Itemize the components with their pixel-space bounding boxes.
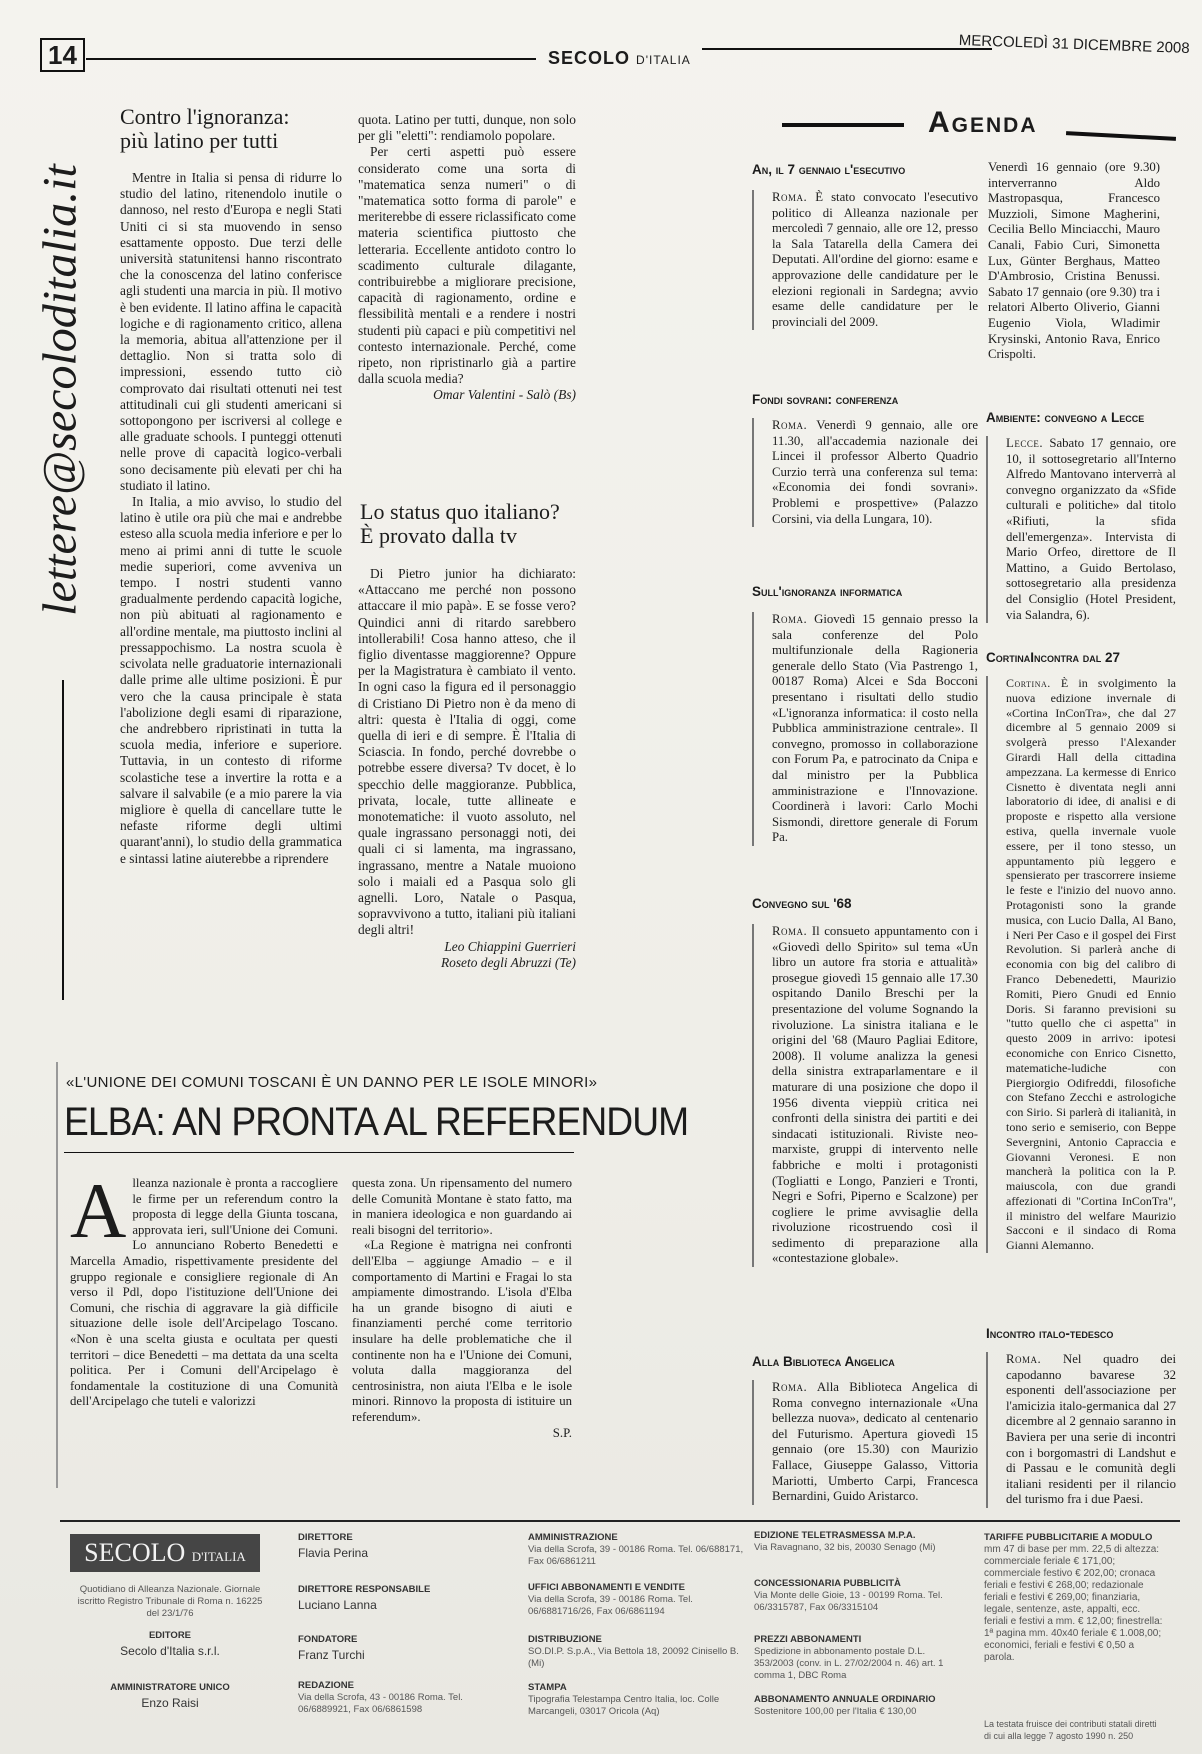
agenda-item-ignoranza bbox=[752, 612, 978, 846]
agenda-heading-68: Convegno sul '68 bbox=[752, 896, 852, 911]
footer-admin: Enzo Raisi bbox=[141, 1696, 199, 1710]
footer-director: Flavia Perina bbox=[298, 1546, 369, 1560]
footer-hq-label: REDAZIONE bbox=[298, 1680, 354, 1691]
letter1-paragraph: quota. Latino per tutti, dunque, non solo per gli "eletti": rendiamolo popolare. bbox=[358, 112, 576, 144]
agenda-text: Giovedì 15 gennaio presso la sala conferenze del Polo multifunzionale della Ragioneria generale dello Stato (Via Pastrengo 1, 00187 Roma) Alcei e Sda Bocconi presentano i risultati dello studio «L'ignoranza informatica: il costo nella Pubblica amministrazione centrale». Il convegno, promosso in collaborazione con Forum Pa, e patrocinato da Cnipa e dal ministro per la Pubblica amministrazione e l'Innovazione. Coordinerà i lavori: Carlo Mochi Sismondi, direttore generale di Forum Pa. bbox=[772, 612, 978, 845]
elba-headline: ELBA: AN PRONTA AL REFERENDUM bbox=[64, 1100, 689, 1144]
agenda-text: Sabato 17 gennaio, ore 10, il sottosegretario all'Interno Alfredo Mantovano interverrà al convegno organizzato da «Sfide culturali e politiche» dal titolo «Rifiuti, la sfida dell'emergenza». Intervista di Mario Orfeo, direttore de Il Mattino, a Guido Bertolaso, sottosegretario alla presidenza del Consiglio (Hotel President, via Salandra, 6). bbox=[1006, 436, 1176, 622]
letter1-paragraph: In Italia, a mio avviso, lo studio del latino è utile ora più che mai e andrebbe esteso alla scuola media inferiore e per lo meno ai primi anni di tutte le scuole medie superiori, come avveniva un tempo. I nostri studenti vanno gradualmente perdendo capacità logiche, non più abituati al ragionamento e all'ordine mentale, ma piuttosto inclini al pressappochismo. La nostra scuola è scivolata nelle graduatorie internazionali dalle prime alle ultime posizioni. È pur vero che la causa principale è stata l'abolizione degli esami di riparazione, che andrebbero ripristinati in tutta la scuola media, inferiore e superiore. Tuttavia, in un contesto di riforme scolastiche tese a invertire la rotta e a salvare il salvabile (e a mio parere la via migliore è quella di cancellare tutte le nefaste riforme degli ultimi quarant'anni), lo studio della grammatica e sintassi latine aiuterebbe a riprendere bbox=[120, 494, 342, 866]
footer-ads: Via della Scrofa, 39 - 00186 Roma. Tel. 06/6881716/26, Fax 06/6861194 bbox=[528, 1594, 693, 1617]
footer-founder: Franz Turchi bbox=[298, 1648, 365, 1662]
footer-conc: Via Monte delle Gioie, 13 - 00199 Roma. Tel. 06/3315787, Fax 06/3315104 bbox=[754, 1590, 943, 1613]
footer-price: Sostenitore 100,00 per l'Italia € 130,00 bbox=[754, 1706, 917, 1717]
masthead bbox=[548, 48, 691, 69]
footer-dist: SO.DI.P. S.p.A., Via Bettola 18, 20092 Cinisello B. (Mi) bbox=[528, 1646, 739, 1669]
footer-edit-label: EDIZIONE TELETRASMESSA M.P.A. bbox=[754, 1530, 916, 1541]
agenda-city: Roma. bbox=[772, 418, 808, 432]
elba-column1 bbox=[70, 1167, 338, 1410]
agenda-text: È in svolgimento la nuova edizione invernale di «Cortina InConTra», che dal 27 dicembre al 5 gennaio 2009 si svolgerà presso l'Alexander Girardi Hall della cittadina ampezzana. La kermesse di Enrico Cisnetto è diventata negli anni laboratorio di idee, di analisi e di proposte e rispetto alla versione estiva, quella invernale vuole essere, per il tono stesso, un appuntamento più leggero e spensierato per trascorrere insieme le feste e l'inizio del nuovo anno. Protagonisti sono la grande musica, con Lucio Dalla, Al Bano, i Neri Per Caso e il gospel dei First Revolution. Si parlerà anche di economia con big del calibro di Franco Debenedetti, Maurizio Romiti, Piero Gnudi ed Ennio Doris. Si faranno previsioni su "tutto quello che ci aspetta" in questo 2009 in arrivo: ipotesi economiche con Enrico Cisnetto, matematiche-ludiche con Piergiorgio Odifreddi, filosofiche con Stefano Zecchi e astrologiche con Sirio. Si parlerà di italianità, in tono serio e semiserio, con Beppe Severgnini, Antonio Capraccia e Giovanni Veronesi. E non mancherà la politica con la P. maiuscola, con due grandi affezionati di "Cortina InConTra", il ministro del welfare Maurizio Sacconi e il sindaco di Roma Gianni Alemanno. bbox=[1006, 676, 1177, 1253]
elba-signature: S.P. bbox=[552, 1425, 572, 1440]
sidebar-rule bbox=[62, 680, 64, 1000]
agenda-item-cortina bbox=[986, 676, 1176, 1253]
letter1-title bbox=[120, 105, 340, 153]
email-text[interactable]: lettere@secoloditalia.it bbox=[33, 164, 87, 616]
letter2-title-line2: È provato dalla tv bbox=[360, 523, 518, 548]
agenda-text: Nel quadro dei capodanno bavarese 32 esponenti dell'associazione per l'amicizia italo-germanica dal 27 dicembre al 2 gennaio saranno in Baviera per una serie di incontri con i borgomastri di Landshut e di Passau e le comunità degli italiani residenti per il rilancio del turismo fra i due Paesi. bbox=[1006, 1352, 1176, 1507]
letter2-signature-place: Roseto degli Abruzzi (Te) bbox=[440, 954, 576, 970]
elba-dropcap: A bbox=[70, 1167, 127, 1254]
agenda-item-an bbox=[752, 190, 978, 330]
letters-email-vertical bbox=[33, 110, 87, 670]
header-rule-left bbox=[86, 58, 536, 60]
agenda-text: È stato convocato l'esecutivo politico di Alleanza nazionale per mercoledì 7 gennaio, alle ore 12, presso la Sala Tatarella della Camera dei Deputati. All'ordine del giorno: esame e approvazione delle candidature per le elezioni regionali in Sardegna; avvio esame delle candidature per le provinciali del 2009. bbox=[772, 190, 978, 329]
agenda-text: Venerdì 9 gennaio, alle ore 11.30, all'accademia nazionale dei Lincei il professor Alberto Quadrio Curzio terrà una conferenza sul tema: «Economia dei fondi sovrani». Problemi e prospettive» (Palazzo Corsini, via della Lungara, 10). bbox=[772, 418, 979, 526]
footer-editor: Secolo d'Italia s.r.l. bbox=[120, 1644, 220, 1658]
letter1-paragraph: Mentre in Italia si pensa di ridurre lo studio del latino, ritenendolo inutile o dannoso, nel resto d'Europa e negli Stati Uniti ci si sta muovendo in senso esattamente opposto. Due terzi delle università statunitensi hanno riscontrato che la conoscenza del latino conferisce agli studenti una marcia in più. Il motivo è ben evidente. Il latino affina le capacità logiche e di ragionamento critico, allena la memoria, abitua all'attenzione per il dettaglio. Non si tratta solo di impressioni, essendo tutto ciò comprovato dai risultati ottenuti nei test attitudinali cui gli studenti americani si sottopongono per iscriversi al college e alle graduate schools. I punteggi ottenuti nelle prove di capacità logico-verbali sono decisamente più elevati per chi ha studiato il latino. bbox=[120, 170, 342, 493]
footer-founder-label: FONDATORE bbox=[298, 1634, 358, 1645]
footer-dist-label: DISTRIBUZIONE bbox=[528, 1634, 602, 1645]
agenda-city: Roma. bbox=[772, 190, 808, 204]
agenda-rule-left bbox=[782, 123, 904, 127]
agenda-item-italotedesco bbox=[986, 1352, 1176, 1508]
letter2-signature-name: Leo Chiappini Guerrieri bbox=[444, 938, 576, 954]
footer-director-label: DIRETTORE bbox=[298, 1532, 353, 1543]
footer-law-note: La testata fruisce dei contributi statali diretti di cui alla legge 7 agosto 1990 n. 250 bbox=[984, 1719, 1157, 1741]
agenda-city: Roma. bbox=[772, 612, 808, 626]
footer-logo bbox=[70, 1534, 260, 1572]
agenda-city: Lecce. bbox=[1006, 436, 1044, 450]
letter2-title bbox=[360, 500, 590, 548]
agenda-city: Roma. bbox=[1006, 1352, 1042, 1366]
agenda-item-fondi bbox=[752, 418, 978, 527]
footer-price-label: ABBONAMENTO ANNUALE ORDINARIO bbox=[754, 1694, 936, 1705]
footer-admin-addr: Via della Scrofa, 39 - 00186 Roma. Tel. 06/688171, Fax 06/6861211 bbox=[528, 1544, 744, 1567]
masthead-main: SECOLO bbox=[548, 48, 631, 68]
agenda-item-lecce bbox=[986, 436, 1176, 623]
masthead-sub: D'ITALIA bbox=[636, 53, 691, 67]
footer-resp-label: DIRETTORE RESPONSABILE bbox=[298, 1584, 431, 1595]
letter1-title-line1: Contro l'ignoranza: bbox=[120, 104, 290, 129]
agenda-item-angelica-cont bbox=[988, 160, 1160, 363]
agenda-city: Roma. bbox=[772, 924, 808, 938]
letter1-column1 bbox=[120, 170, 342, 1040]
agenda-heading-ignoranza: Sull'ignoranza informatica bbox=[752, 584, 903, 599]
agenda-text: Alla Biblioteca Angelica di Roma convegno internazionale «Una bellezza nuova», dedicato al centenario del Futurismo. Apertura giovedì 15 gennaio (ore 15.30) con Maurizio Fallace, Giuseppe Galasso, Vittoria Mariotti, Umberto Carpi, Francesca Bernardini, Guido Aristarco. bbox=[772, 1380, 978, 1504]
elba-paragraph: questa zona. Un ripensamento del numero delle Comunità Montane è stato fatto, ma in maniera ideologica e non guardando ai reali bisogni del territorio». bbox=[352, 1176, 572, 1237]
agenda-rule-right bbox=[1066, 131, 1176, 141]
agenda-item-68 bbox=[752, 924, 978, 1267]
footer-registration: Quotidiano di Alleanza Nazionale. Giornale iscritto Registro Tribunale di Roma n. 16225 del 23/1/76 bbox=[77, 1584, 263, 1619]
elba-col1-text: lleanza nazionale è pronta a raccogliere le firme per un referendum contro la proposta di legge della Giunta toscana, approvata ieri, sull'Unione dei Comuni. Lo annunciano Roberto Benedetti e Marcella Amadio, rispettivamente presidente del gruppo regionale e consigliere regionale di An verso il Pdl, dopo l'istituzione dell'Unione dei Comuni, che rischia di aggravare la già difficile situazione delle isole dell'Arcipelago Toscano. «Non è una scelta giusta e ocultata per questi territori – dice Benedetti – ma dettata da una scelta politica. Per i Comuni dell'Arcipelago è fondamentale la costituzione di una Comunità dell'Arcipelago che tuteli e valorizzi bbox=[70, 1176, 338, 1409]
footer-tariff: mm 47 di base per mm. 22,5 di altezza: commerciale feriale € 171,00; commerciale festivo € 202,00; cronaca feriali e festivi € 268,00; redazionale feriali e festivi € 269,00; finanziaria, legale, sentenze, aste, appalti, ecc. feriali e festivi a mm. € 12,00; finestrella: 1ª pagina mm. 40x40 feriale € 1.008,00; economici, feriali e festivi € 0,50 a parola. bbox=[984, 1544, 1163, 1663]
footer-sub-label: PREZZI ABBONAMENTI bbox=[754, 1634, 862, 1645]
letter1-signature: Omar Valentini - Salò (Bs) bbox=[433, 387, 576, 403]
agenda-heading-lecce: Ambiente: convegno a Lecce bbox=[986, 410, 1145, 425]
letter1-paragraph: Per certi aspetti può essere considerato come una sorta di "matematica senza numeri" o di "matematica sotto forma di parole" e meriterebbe di essere riclassificato come materia scientifica piuttosto che letteraria. Eccellente antidoto contro lo scadimento culturale dilagante, contribuirebbe a migliorare precisione, capacità di ragionamento, ordine e flessibilità mentali e a rendere i nostri studenti più capaci e più competitivi nel contesto internazionale. Perché, come ripeto, non ripristinarlo già a partire dalla scuola media? bbox=[358, 144, 576, 387]
elba-rule bbox=[64, 1152, 574, 1153]
footer-editor-label: EDITORE bbox=[148, 1630, 192, 1641]
letter1-column2 bbox=[358, 112, 576, 404]
footer-conc-label: CONCESSIONARIA PUBBLICITÀ bbox=[754, 1578, 901, 1589]
dateline: MERCOLEDÌ 31 DICEMBRE 2008 bbox=[958, 31, 1190, 57]
footer-logo-main: SECOLO bbox=[84, 1538, 186, 1567]
footer-admin-addr-label: AMMINISTRAZIONE bbox=[528, 1532, 618, 1543]
letter2-title-line1: Lo status quo italiano? bbox=[360, 499, 560, 524]
letter2-paragraph: Di Pietro junior ha dichiarato: «Attaccano me perché non possono attaccare il mio papà». E se fosse vero? Quindici anni di ritardo sarebbero intollerabili! Cosa hanno atteso, che il figlio diventasse maggiorenne? Oppure per la Magistratura è cambiato il vento. In ogni caso la figura ed il personaggio di Cristiano Di Pietro non è da meno di altri: questa è l'Italia di oggi, come quella di ieri e di sempre. È l'Italia di Sciascia. In fondo, perché dovrebbe o potrebbe essere diversa? Tv docet, è lo specchio delle maggioranze. Pubblica, privata, locale, tutte allineate e monotematiche: il vuoto assoluto, nel quale ingrassano personaggi noti, dei quali ci si lamenta, ma ingrassano, ingrassano, mentre a Natale muoiono solo i maiali ed a Pasqua solo gli agnelli. Loro, Natale o Pasqua, sopravvivono a tutto, italiani più italiani degli altri! bbox=[358, 566, 576, 938]
agenda-text: Venerdì 16 gennaio (ore 9.30) interverranno Aldo Mastropasqua, Francesco Muzzioli, Simone Magherini, Cecilia Bello Minciacchi, Mauro Canali, Fabio Curi, Simonetta Lux, Günter Berghaus, Matteo D'Ambrosio, Cristina Benussi. Sabato 17 gennaio (ore 9.30) tra i relatori Alberto Oliverio, Gianni Eugenio Viola, Wladimir Krysinski, Antonio Rava, Enrico Crispolti. bbox=[988, 160, 1160, 362]
agenda-text: Il consueto appuntamento con i «Giovedì dello Spirito» sul tema «Un libro un autore fra storia e attualità» prosegue giovedì 15 gennaio alle 17.30 ospitando Danilo Breschi per la presentazione del volume Sognando la rivoluzione. La sinistra italiana e le origini del '68 (Mauro Pagliai Editore, 2008). Il volume analizza la genesi della sinistra extraparlamentare e il maturare di una posizione che dopo il 1956 diventa vieppiù critica nei confronti della sinistra dei partiti e dei sindacati istituzionali. Riviste neo-marxiste, gruppi di intervento nelle fabbriche e molti i protagonisti (Togliatti e Longo, Panzieri e Tronti, Negri e Sofri, Piperno e Scalzone) per cogliere le prime avvisaglie della rivoluzione ricostruendo così il sedimento di preparazione alla «contestazione globale». bbox=[772, 924, 978, 1266]
elba-column2 bbox=[352, 1176, 572, 1441]
agenda-heading-italotedesco: Incontro italo-tedesco bbox=[986, 1326, 1114, 1341]
letter1-title-line2: più latino per tutti bbox=[120, 128, 279, 153]
elba-paragraph: «La Regione è matrigna nei confronti dell'Elba – aggiunge Amadio – e il comportamento di Martini e Fragai lo sta ampiamente dimostrando. L'isola d'Elba ha un grande bisogno di aiuti e finanziamenti perché come territorio insulare ha delle problematiche che il continente non ha e l'Unione dei Comuni, voluta dalla maggioranza del centrosinistra, non aiuta l'Elba e le isole minori. Rinnovo la proposta di istituire un referendum». bbox=[352, 1238, 572, 1424]
agenda-title: Agenda bbox=[928, 106, 1038, 139]
agenda-heading-fondi: Fondi sovrani: conferenza bbox=[752, 392, 899, 407]
agenda-heading-cortina: CortinaIncontra dal 27 bbox=[986, 650, 1121, 665]
agenda-city: Cortina. bbox=[1006, 676, 1051, 690]
agenda-item-angelica bbox=[752, 1380, 978, 1505]
header-rule-right bbox=[702, 48, 992, 50]
footer-edit: Via Ravagnano, 32 bis, 20030 Senago (Mi) bbox=[754, 1542, 936, 1553]
agenda-city: Roma. bbox=[772, 1380, 808, 1394]
footer-sub: Spedizione in abbonamento postale D.L. 353/2003 (conv. in L. 27/02/2004 n. 46) art. 1 comma 1, DBC Roma bbox=[754, 1646, 944, 1681]
footer-ads-label: UFFICI ABBONAMENTI E VENDITE bbox=[528, 1582, 685, 1593]
footer-tariff-label: TARIFFE PUBBLICITARIE A MODULO bbox=[984, 1532, 1153, 1543]
footer-hq: Via della Scrofa, 43 - 00186 Roma. Tel. 06/6889921, Fax 06/6861598 bbox=[298, 1692, 463, 1715]
footer-print-label: STAMPA bbox=[528, 1682, 567, 1693]
page-number: 14 bbox=[40, 38, 85, 72]
agenda-heading-an: An, il 7 gennaio l'esecutivo bbox=[752, 162, 906, 177]
footer-logo-sub: D'ITALIA bbox=[191, 1549, 246, 1564]
elba-kicker: «L'UNIONE DEI COMUNI TOSCANI È UN DANNO PER LE ISOLE MINORI» bbox=[66, 1074, 598, 1091]
agenda-heading-angelica: Alla Biblioteca Angelica bbox=[752, 1354, 895, 1369]
footer-resp: Luciano Lanna bbox=[298, 1598, 377, 1612]
footer-print: Tipografia Telestampa Centro Italia, loc. Colle Marcangeli, 03017 Oricola (Aq) bbox=[528, 1694, 720, 1717]
letter2-body bbox=[358, 566, 576, 971]
colophon bbox=[60, 1520, 1180, 1752]
footer-admin-label: AMMINISTRATORE UNICO bbox=[110, 1682, 230, 1693]
